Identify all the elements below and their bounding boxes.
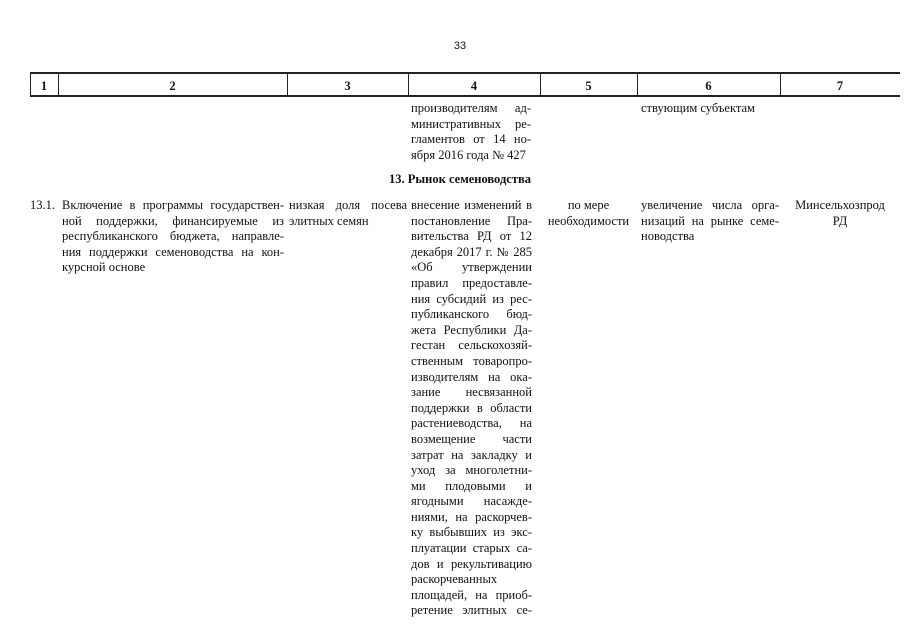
text-line: увеличение числа орга-	[641, 198, 779, 212]
header-col-3: 3	[344, 79, 351, 93]
header-col-2: 2	[169, 79, 176, 93]
row-col5-deadline	[540, 198, 637, 229]
text-line: гламентов от 14 но-	[411, 132, 531, 147]
text-line: РД	[832, 213, 848, 228]
text-line: республиканского бюджета, направле-	[62, 229, 284, 244]
text-line: гестан сельскохозяй-	[411, 338, 532, 353]
text-line: площадей, на приоб-	[411, 587, 532, 602]
text-line: зание несвязанной	[411, 385, 532, 400]
text-line: Включение в программы государствен-	[62, 198, 284, 212]
text-line: публиканского бюд-	[411, 307, 532, 322]
text-line: затрат на закладку и	[411, 447, 532, 462]
row-col4-action	[411, 198, 532, 619]
text-line: ния поддержки семеноводства на кон-	[62, 244, 284, 259]
header-col-1: 1	[40, 79, 48, 93]
text-line: раскорчеванных	[411, 572, 498, 587]
text-line: ретение элитных се-	[411, 603, 532, 618]
text-line: министративных ре-	[411, 116, 531, 131]
row-col6-result	[641, 198, 779, 245]
text-line: ми плодовыми и	[411, 478, 532, 493]
text-line: необходимости	[547, 213, 630, 228]
text-line: новодства	[641, 229, 695, 244]
continuation-col4	[411, 101, 531, 163]
continuation-col6: ствующим субъектам	[641, 101, 755, 115]
section-title: 13. Рынок семеноводства	[389, 172, 531, 186]
text-line: Минсельхозпрод	[795, 198, 885, 212]
text-line: внесение изменений в	[411, 198, 532, 212]
text-line: по мере	[567, 198, 610, 212]
header-col-6: 6	[705, 79, 712, 93]
text-line: вительства РД от 12	[411, 229, 532, 244]
text-line: постановление Пра-	[411, 213, 532, 228]
header-col-5: 5	[585, 79, 592, 93]
text-line: ственным товаропро-	[411, 353, 532, 368]
text-line: ниями, на раскорчев-	[411, 509, 532, 524]
text-line: ку выбывших из экс-	[411, 525, 532, 540]
text-line: «Об утверждении	[411, 260, 532, 275]
text-line: ягодными насажде-	[411, 494, 532, 509]
row-col7-responsible	[782, 198, 898, 229]
text-line: изводителям на ока-	[411, 369, 532, 384]
text-line: поддержки в области	[411, 400, 532, 415]
row-number: 13.1.	[30, 198, 55, 212]
text-line: растениеводства, на	[411, 416, 532, 431]
text-line: курсной основе	[62, 260, 146, 275]
text-line: производителям ад-	[411, 101, 531, 115]
text-line: низкая доля посева	[289, 198, 407, 212]
header-col-7: 7	[836, 79, 844, 93]
text-line: низаций на рынке семе-	[641, 213, 779, 228]
header-top-rule	[30, 72, 900, 74]
header-col-4: 4	[470, 79, 478, 93]
text-line: декабря 2017 г. № 285	[411, 244, 532, 259]
text-line: ния субсидий из рес-	[411, 291, 532, 306]
text-line: элитных семян	[289, 213, 369, 228]
text-line: возмещение части	[411, 431, 532, 446]
row-col3-problem	[289, 198, 407, 229]
text-line: правил предоставле-	[411, 275, 532, 290]
text-line: ября 2016 года № 427	[411, 147, 526, 162]
row-col2-measure	[62, 198, 284, 276]
text-line: ной поддержки, финансируемые из	[62, 213, 284, 228]
text-line: дов и рекультивацию	[411, 556, 532, 571]
text-line: уход за многолетни-	[411, 463, 532, 478]
text-line: жета Республики Да-	[411, 322, 532, 337]
page-number: 33	[453, 40, 467, 52]
text-line: плуатации старых са-	[411, 541, 532, 556]
